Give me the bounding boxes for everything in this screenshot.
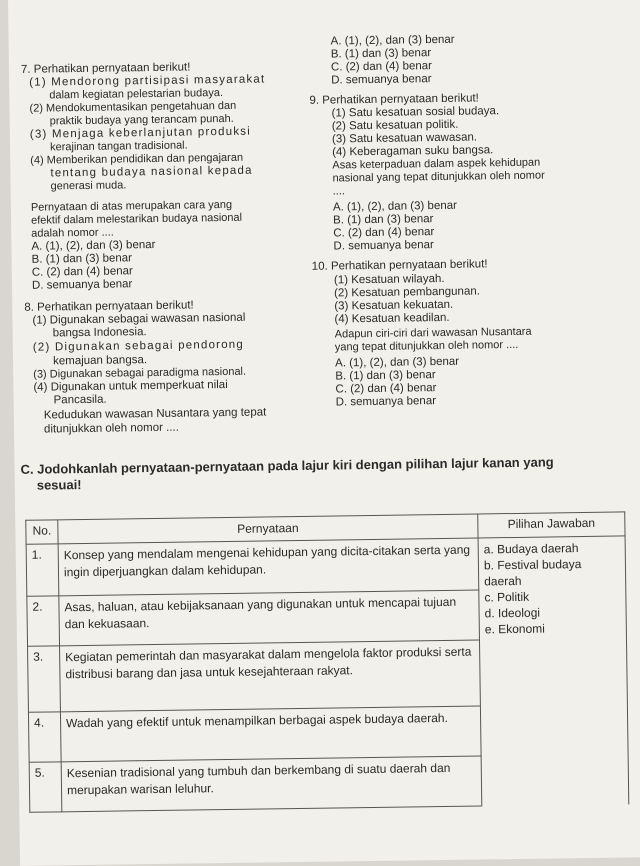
q10-option-c[interactable]: C. (2) dan (4) benar [335,382,437,396]
top-option-a[interactable]: A. (1), (2), dan (3) benar [330,33,455,48]
section-c-heading-cont: sesuai! [36,477,82,493]
q9-stem: 9. Perhatikan pernyataan berikut! [309,92,479,107]
section-c-heading: C. Jodohkanlah pernyataan-pernyataan pada lajur kiri dengan pilihan lajur kanan yang [20,454,554,477]
row-number: 2. [27,596,60,646]
q9-option-b[interactable]: B. (1) dan (3) benar [333,213,434,227]
q7-item: (3) Menjaga keberlanjutan produksi [29,125,252,141]
top-option-c[interactable]: C. (2) dan (4) benar [330,60,433,74]
top-option-d[interactable]: D. semuanya benar [331,73,432,87]
q8-item: (4) Digunakan untuk memperkuat nilai [33,378,228,394]
q10-stem: 10. Perhatikan pernyataan berikut! [311,258,488,273]
row-statement: Konsep yang mendalam mengenai kehidupan yang dicita-citakan serta yang ingin diperjuangkan dalam kehidupan. [58,538,479,596]
col-header-no: No. [26,520,58,544]
q7-item: dalam kegiatan pelestarian budaya. [49,87,224,102]
q10-option-a[interactable]: A. (1), (2), dan (3) benar [335,355,460,370]
q8-item: (2) Digunakan sebagai pendorong [32,338,245,354]
q10-item: (3) Kesatuan kekuatan. [334,298,454,313]
q8-item: (3) Digunakan sebagai paradigma nasional. [33,365,247,381]
row-number: 4. [28,712,61,762]
answer-choice[interactable]: c. Politik [484,589,530,605]
q7-option-a[interactable]: A. (1), (2), dan (3) benar [31,238,156,253]
q10-option-d[interactable]: D. semuanya benar [335,395,437,409]
q9-question: .... [332,185,346,198]
q7-question: adalah nomor .... [31,226,114,240]
q10-item: (4) Kesatuan keadilan. [334,311,450,326]
answer-choices [478,536,629,806]
answer-choice[interactable]: d. Ideologi [484,605,541,621]
row-statement: Wadah yang efektif untuk menampilkan berbagai aspek budaya daerah. [60,706,481,762]
answer-choice[interactable]: b. Festival budaya daerah [483,557,582,589]
q10-question: Adapun ciri-ciri dari wawasan Nusantara [334,325,532,341]
q10-option-b[interactable]: B. (1) dan (3) benar [335,369,436,383]
q9-item: (3) Satu kesatuan wawasan. [331,131,478,146]
row-number: 3. [28,646,61,712]
q7-item: (1) Mendorong partisipasi masyarakat [29,73,266,89]
row-number: 1. [26,544,59,596]
col-header-statement: Pernyataan [58,514,478,544]
q9-item: (4) Keberagaman suku bangsa. [332,144,494,159]
q7-item: (2) Mendokumentasikan pengetahuan dan [29,99,237,115]
q7-item: praktik budaya yang terancam punah. [49,112,234,128]
q9-question: Asas keterpaduan dalam aspek kehidupan [332,156,541,172]
q8-item: (1) Digunakan sebagai wawasan nasional [32,311,246,327]
matching-table [25,511,629,812]
q7-item: (4) Memberikan pendidikan dan pengajaran [30,151,244,167]
row-statement: Asas, haluan, atau kebijaksanaan yang digunakan untuk mencapai tujuan dan kekuasaan. [59,590,480,646]
q8-item: bangsa Indonesia. [52,326,147,340]
q7-item: tentang budaya nasional kepada [50,164,253,180]
top-option-b[interactable]: B. (1) dan (3) benar [330,47,432,61]
q9-item: (2) Satu kesatuan politik. [331,118,459,133]
q9-question: nasional yang tepat ditunjukkan oleh nomor [332,169,545,185]
row-number: 5. [29,762,62,812]
row-statement: Kesenian tradisional yang tumbuh dan berkembang di suatu daerah dan merupakan warisan leluhur. [61,756,482,812]
q8-item: Pancasila. [53,393,107,407]
q7-item: generasi muda. [50,179,127,193]
q9-item: (1) Satu kesatuan sosial budaya. [331,105,500,120]
q8-stem: 8. Perhatikan pernyataan berikut! [24,299,194,314]
q9-option-a[interactable]: A. (1), (2), dan (3) benar [332,199,458,214]
q8-item: kemajuan bangsa. [52,354,148,368]
q7-option-c[interactable]: C. (2) dan (4) benar [31,265,133,279]
q10-item: (1) Kesatuan wilayah. [333,272,445,287]
worksheet-page [8,0,640,866]
q9-option-c[interactable]: C. (2) dan (4) benar [333,226,435,240]
q7-item: kerajinan tangan tradisional. [49,139,188,154]
answer-choice[interactable]: e. Ekonomi [484,621,545,637]
row-statement: Kegiatan pemerintah dan masyarakat dalam mengelola faktor produksi serta distribusi barang dan jasa untuk kesejahteraan rakyat. [60,640,481,712]
q9-option-d[interactable]: D. semuanya benar [333,239,434,253]
col-header-answer: Pilihan Jawaban [478,512,625,538]
q7-question: efektif dalam melestarikan budaya nasional [30,211,243,227]
answer-choice[interactable]: a. Budaya daerah [483,541,579,557]
q8-question: Kedudukan wawasan Nusantara yang tepat [43,406,267,422]
q7-option-b[interactable]: B. (1) dan (3) benar [31,252,133,266]
q7-stem: 7. Perhatikan pernyataan berikut! [20,61,191,76]
q10-question: yang tepat ditunjukkan oleh nomor .... [334,338,519,354]
table-row [26,536,626,596]
q8-question: ditunjukkan oleh nomor .... [43,421,179,436]
q7-question: Pernyataan di atas merupakan cara yang [30,198,233,214]
q10-item: (2) Kesatuan pembangunan. [334,285,480,300]
q7-option-d[interactable]: D. semuanya benar [31,278,133,292]
